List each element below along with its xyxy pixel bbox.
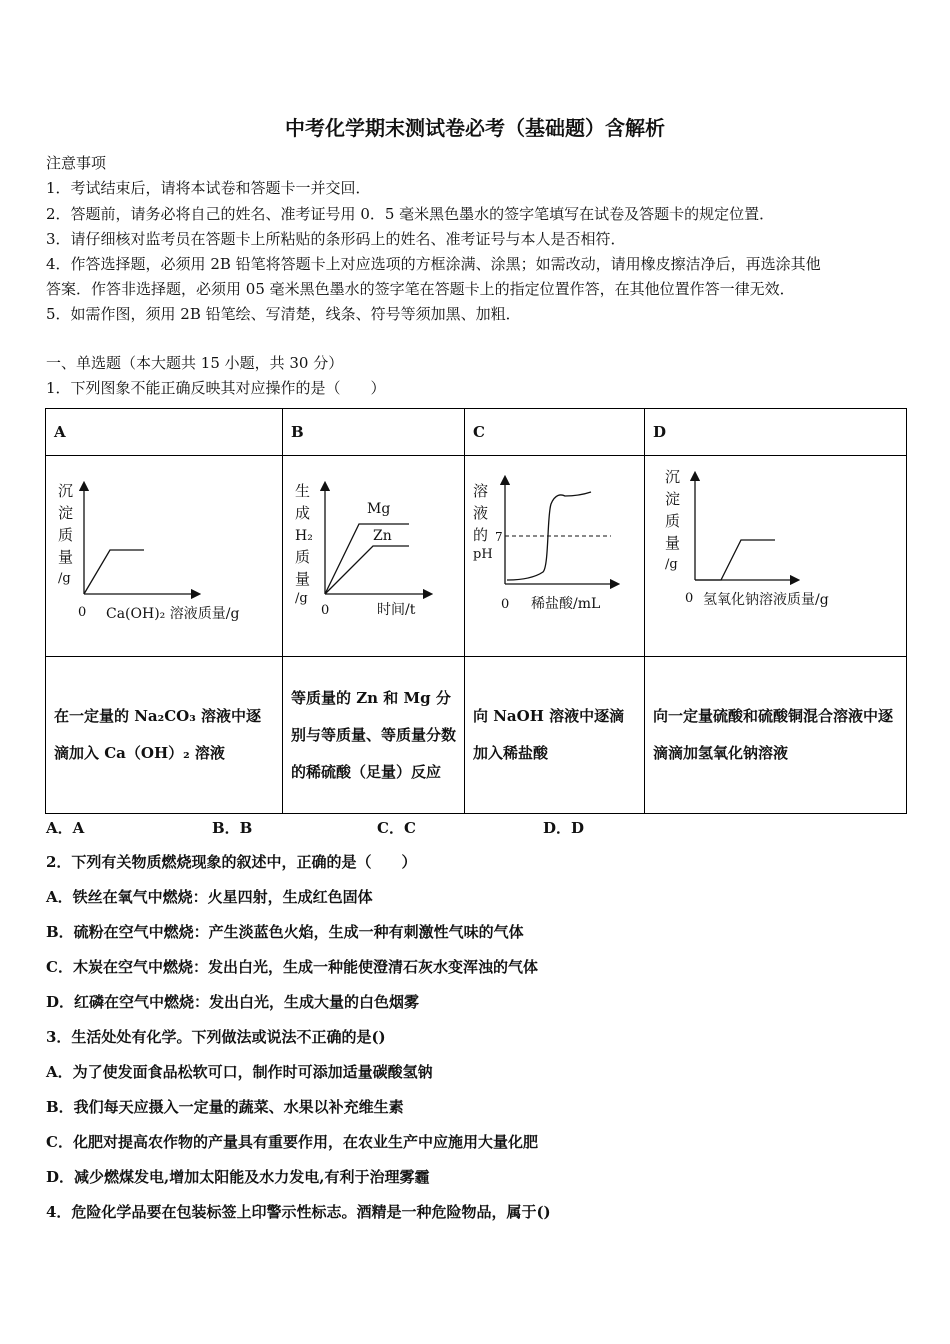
y-label-char: 量 [665,534,681,552]
y-label-char: pH [473,547,493,562]
graph-a-cell [46,456,283,657]
y-label-char: 溶 [473,482,489,500]
y-label-char: 淀 [58,504,74,522]
question-3-option[interactable]: A．为了使发面食品松软可口，制作时可添加适量碳酸氢钠 [46,1063,433,1081]
graph-b-cell [283,456,465,657]
ph-7-label: 7 [495,530,503,544]
graph-d-cell [645,456,907,657]
y-label-char: 沉 [58,482,74,500]
header-c: C [465,409,645,456]
option-a[interactable]: A．A [46,819,85,837]
graph-d [645,456,907,652]
question-1-stem: 1．下列图象不能正确反映其对应操作的是（ ） [46,379,386,397]
graph-b [283,456,465,652]
y-label-char: 生 [295,482,311,500]
curve [695,540,775,580]
y-label-char: 成 [295,504,311,522]
x-axis-label: 稀盐酸/mL [531,596,601,612]
y-label-char: 质 [295,548,311,566]
graph-c [465,456,645,652]
question-3-option[interactable]: D．减少燃煤发电,增加太阳能及水力发电,有利于治理雾霾 [46,1168,430,1186]
question-3-option[interactable]: B．我们每天应摄入一定量的蔬菜、水果以补充维生素 [46,1098,404,1116]
y-label-char: 沉 [665,468,681,486]
note-item: 2．答题前，请务必将自己的姓名、准考证号用 0．5 毫米黑色墨水的签字笔填写在试卷及答题卡的规定位置． [46,205,775,223]
y-label-char: 的 [473,526,489,544]
y-label-char: 淀 [665,490,681,508]
mg-curve [325,524,409,594]
y-label-char: 液 [473,504,489,522]
y-label-char: /g [58,571,71,586]
y-label-char: 量 [295,570,311,588]
y-label-char: /g [665,557,678,572]
desc-b: 等质量的 Zn 和 Mg 分别与等质量、等质量分数的稀硫酸（足量）反应 [283,657,465,814]
desc-d: 向一定量硫酸和硫酸铜混合溶液中逐滴滴加氢氧化钠溶液 [645,657,907,814]
question-3-option[interactable]: C．化肥对提高农作物的产量具有重要作用，在农业生产中应施用大量化肥 [46,1133,538,1151]
origin-label: 0 [78,605,87,620]
header-d: D [645,409,907,456]
page-title: 中考化学期末测试卷必考（基础题）含解析 [285,116,665,140]
zn-curve [325,546,409,594]
y-label-char: H₂ [295,528,313,544]
graph-a [46,456,283,652]
y-label-char: /g [295,591,308,606]
header-b: B [283,409,465,456]
y-label-char: 质 [58,526,74,544]
question-2-option[interactable]: A．铁丝在氧气中燃烧：火星四射，生成红色固体 [46,888,373,906]
x-axis-label: Ca(OH)₂ 溶液质量/g [106,606,240,622]
option-c[interactable]: C．C [377,819,416,837]
question-1-options [0,817,950,837]
desc-c: 向 NaOH 溶液中逐滴加入稀盐酸 [465,657,645,814]
note-item: 答案．作答非选择题，必须用 05 毫米黑色墨水的签字笔在答题卡上的指定位置作答，在其他位置作答一律无效． [46,280,795,298]
origin-label: 0 [685,591,694,606]
x-axis-label: 氢氧化钠溶液质量/g [703,592,829,608]
note-item: 3．请仔细核对监考员在答题卡上所粘贴的条形码上的姓名、准考证号与本人是否相符． [46,230,626,248]
note-item: 4．作答选择题，必须用 2B 铅笔将答题卡上对应选项的方框涂满、涂黑；如需改动，请用橡皮擦洁净后，再选涂其他 [46,255,821,273]
origin-label: 0 [501,597,510,612]
option-d[interactable]: D．D [543,819,585,837]
notes-heading: 注意事项 [46,154,107,172]
desc-a: 在一定量的 Na₂CO₃ 溶液中逐滴加入 Ca（OH）₂ 溶液 [46,657,283,814]
question-4-stem: 4．危险化学品要在包装标签上印警示性标志。酒精是一种危险物品，属于() [46,1203,551,1221]
y-label-char: 质 [665,512,681,530]
note-item: 5．如需作图，须用 2B 铅笔绘、写清楚，线条、符号等须加黑、加粗． [46,305,521,323]
option-b[interactable]: B．B [212,819,253,837]
series-label-zn: Zn [373,528,392,544]
question-1-table [45,408,907,814]
question-3-stem: 3．生活处处有化学。下列做法或说法不正确的是() [46,1028,386,1046]
section-heading: 一、单选题（本大题共 15 小题，共 30 分） [46,354,344,372]
origin-label: 0 [321,603,330,618]
curve [84,550,144,594]
x-axis-label: 时间/t [377,602,416,618]
question-2-option[interactable]: C．木炭在空气中燃烧：发出白光，生成一种能使澄清石灰水变浑浊的气体 [46,958,538,976]
graph-c-cell [465,456,645,657]
note-item: 1．考试结束后，请将本试卷和答题卡一并交回． [46,179,371,197]
question-2-option[interactable]: B．硫粉在空气中燃烧：产生淡蓝色火焰，生成一种有刺激性气味的气体 [46,923,524,941]
y-label-char: 量 [58,548,74,566]
header-a: A [46,409,283,456]
question-2-stem: 2．下列有关物质燃烧现象的叙述中，正确的是（ ） [46,853,417,871]
question-2-option[interactable]: D．红磷在空气中燃烧：发出白光，生成大量的白色烟雾 [46,993,420,1011]
series-label-mg: Mg [367,501,391,517]
